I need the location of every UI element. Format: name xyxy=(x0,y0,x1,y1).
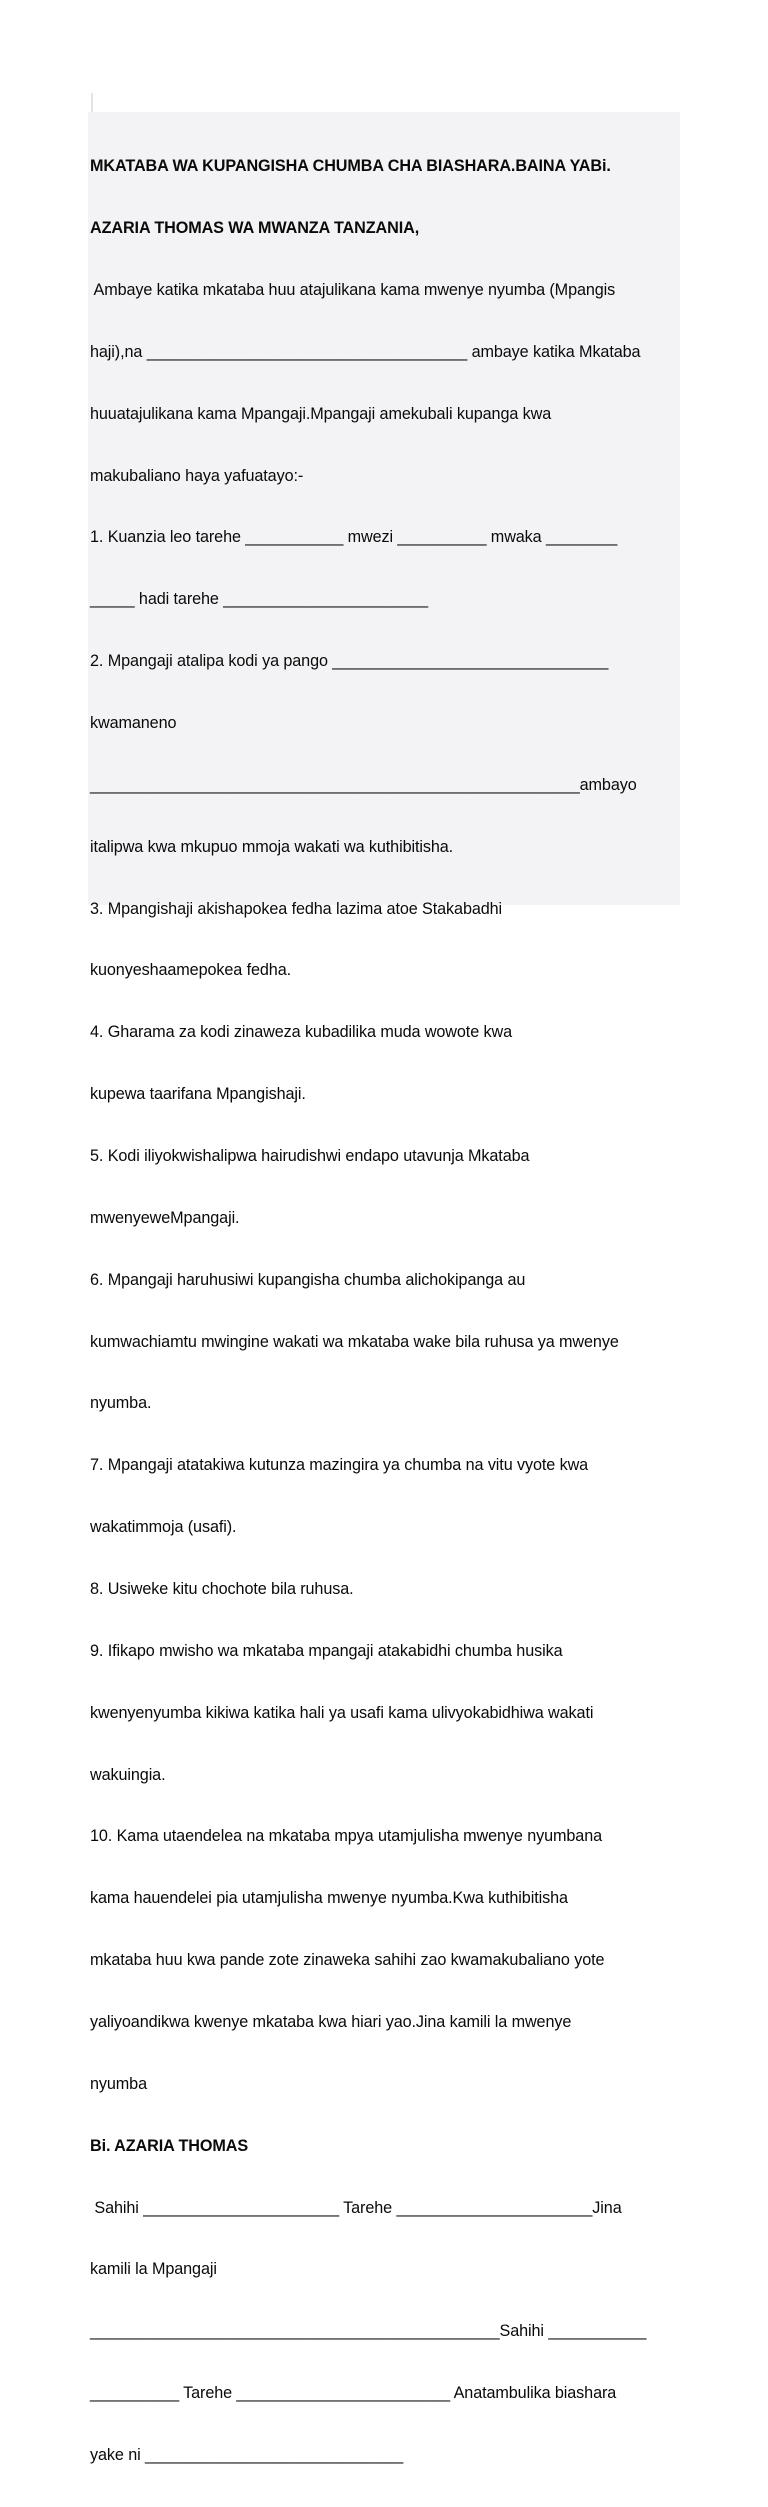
signature-line-1: Sahihi ______________________ Tarehe ______________________Jina xyxy=(90,2198,622,2217)
clause-1-line-1: 1. Kuanzia leo tarehe ___________ mwezi __________ mwaka ________ xyxy=(90,528,618,547)
landlord-name: Bi. AZARIA THOMAS xyxy=(90,2136,249,2155)
intro-line-3: huuatajulikana kama Mpangaji.Mpangaji amekubali kupanga kwa xyxy=(90,404,552,423)
clause-2-line-4: italipwa kwa mkupuo mmoja wakati wa kuthibitisha. xyxy=(90,837,454,856)
signature-line-3: ______________________________________________Sahihi ___________ xyxy=(90,2322,647,2341)
clause-2-line-3: _______________________________________________________ambayo xyxy=(90,775,637,794)
clause-6-line-1: 6. Mpangaji haruhusiwi kupangisha chumba alichokipanga au xyxy=(90,1270,526,1289)
clause-5-line-2: mwenyeweMpangaji. xyxy=(90,1208,240,1227)
document-page xyxy=(88,112,680,2465)
clause-7-line-2: wakatimmoja (usafi). xyxy=(90,1518,237,1537)
title-line-1: MKATABA WA KUPANGISHA CHUMBA CHA BIASHARA.BAINA YABi. xyxy=(90,157,611,176)
clause-2-line-1: 2. Mpangaji atalipa kodi ya pango _______________________________ xyxy=(90,652,609,671)
clause-8-line-1: 8. Usiweke kitu chochote bila ruhusa. xyxy=(90,1580,354,1599)
clause-5-line-1: 5. Kodi iliyokwishalipwa hairudishwi endapo utavunja Mkataba xyxy=(90,1147,530,1165)
intro-line-1: Ambaye katika mkataba huu atajulikana kama mwenye nyumba (Mpangis xyxy=(90,280,616,299)
clause-4-line-2: kupewa taarifana Mpangishaji. xyxy=(90,1085,306,1104)
clause-6-line-2: kumwachiamtu mwingine wakati wa mkataba wake bila ruhusa ya mwenye xyxy=(90,1332,619,1351)
clause-3-line-2: kuonyeshaamepokea fedha. xyxy=(90,961,291,980)
document-body xyxy=(90,115,678,2507)
clause-9-line-1: 9. Ifikapo mwisho wa mkataba mpangaji atakabidhi chumba husika xyxy=(90,1641,563,1660)
signature-line-2: kamili la Mpangaji xyxy=(90,2260,217,2279)
clause-9-line-3: wakuingia. xyxy=(90,1765,166,1784)
clause-1-line-2: _____ hadi tarehe _______________________ xyxy=(90,590,428,609)
clause-6-line-3: nyumba. xyxy=(90,1394,152,1413)
signature-line-4: __________ Tarehe ________________________ Anatambulika biashara xyxy=(90,2384,617,2403)
clause-7-line-1: 7. Mpangaji atatakiwa kutunza mazingira ya chumba na vitu vyote kwa xyxy=(90,1456,589,1475)
clause-10-line-4: yaliyoandikwa kwenye mkataba kwa hiari yao.Jina kamili la mwenye xyxy=(90,2013,572,2032)
title-line-2: AZARIA THOMAS WA MWANZA TANZANIA, xyxy=(90,219,420,238)
intro-line-2: haji),na ____________________________________ ambaye katika Mkataba xyxy=(90,342,641,361)
clause-3-line-1: 3. Mpangishaji akishapokea fedha lazima atoe Stakabadhi xyxy=(90,899,503,918)
clause-2-line-2: kwamaneno xyxy=(90,713,177,732)
signature-line-5: yake ni _____________________________ xyxy=(90,2446,404,2465)
clause-10-line-1: 10. Kama utaendelea na mkataba mpya utamjulisha mwenye nyumbana xyxy=(90,1827,603,1846)
clause-4-line-1: 4. Gharama za kodi zinaweza kubadilika muda wowote kwa xyxy=(90,1023,512,1042)
clause-10-line-5: nyumba xyxy=(90,2074,147,2093)
clause-10-line-3: mkataba huu kwa pande zote zinaweka sahihi zao kwamakubaliano yote xyxy=(90,1951,605,1970)
intro-line-4: makubaliano haya yafuatayo:- xyxy=(90,466,304,485)
clause-9-line-2: kwenyenyumba kikiwa katika hali ya usafi kama ulivyokabidhiwa wakati xyxy=(90,1703,594,1722)
clause-10-line-2: kama hauendelei pia utamjulisha mwenye nyumba.Kwa kuthibitisha xyxy=(90,1889,568,1908)
